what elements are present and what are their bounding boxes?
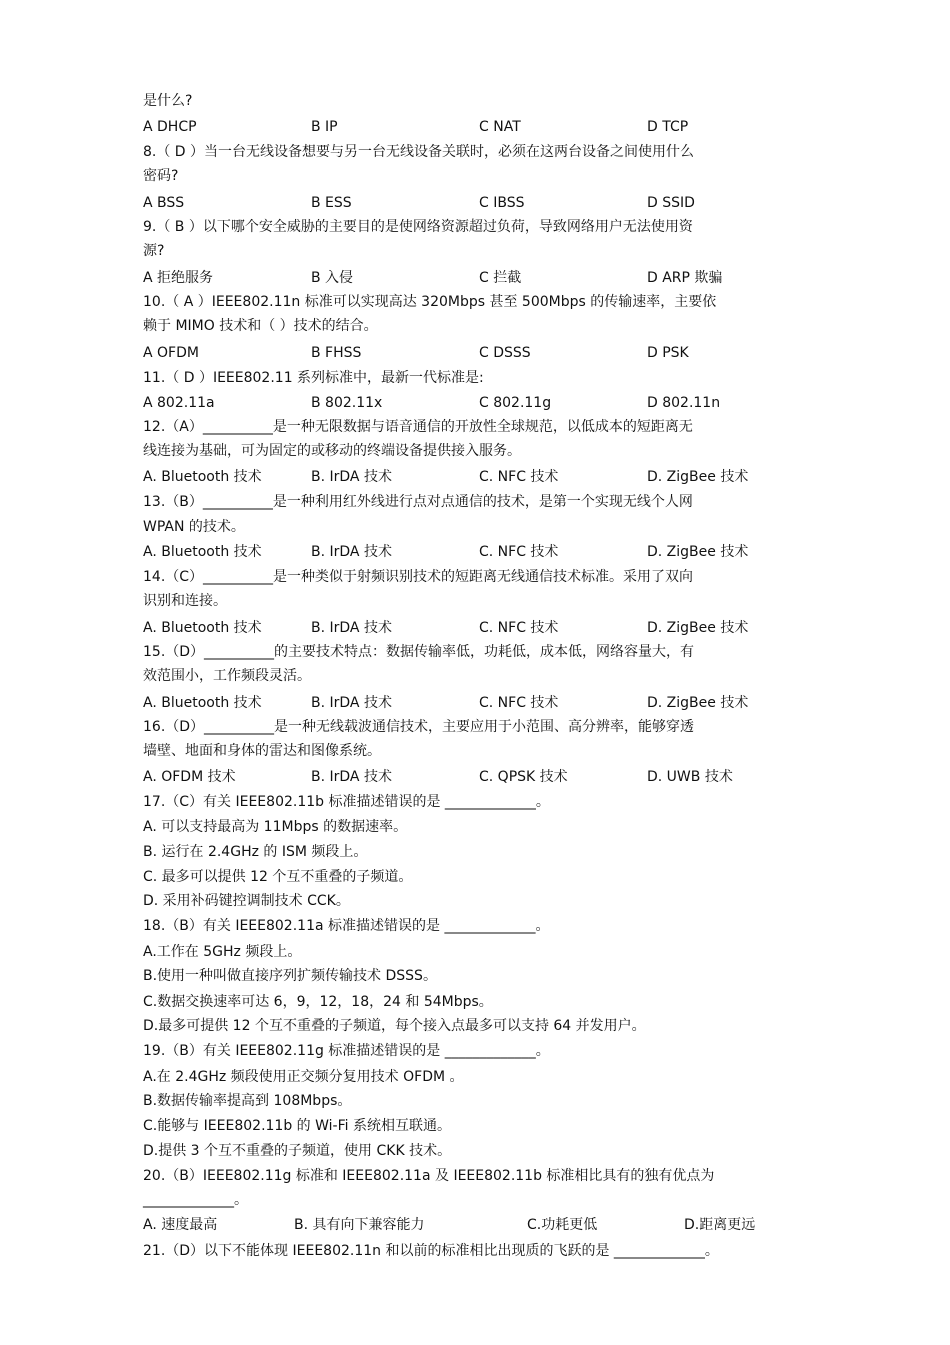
option-a: A BSS (143, 195, 185, 211)
option-b: B. 具有向下兼容能力 (294, 1217, 425, 1233)
option-d: D. ZigBee 技术 (647, 620, 749, 636)
option-a: A 802.11a (143, 395, 215, 411)
option-d: D TCP (647, 119, 689, 135)
question-10-options (143, 344, 783, 362)
question-17-stem: 17.（C）有关 IEEE802.11b 标准描述错误的是 _____________。 (143, 794, 550, 810)
question-15-options (143, 694, 783, 712)
option-d: D. ZigBee 技术 (647, 469, 749, 485)
question-13-stem-cont: WPAN 的技术。 (143, 519, 245, 535)
option-d: D. ZigBee 技术 (647, 695, 749, 711)
question-8-options (143, 194, 783, 212)
question-20-stem: 20.（B）IEEE802.11g 标准和 IEEE802.11a 及 IEEE802.11b 标准相比具有的独有优点为 (143, 1168, 715, 1184)
question-8-stem: 8.（ D ）当一台无线设备想要与另一台无线设备关联时，必须在这两台设备之间使用什么 (143, 144, 695, 160)
option-b: B 802.11x (311, 395, 383, 411)
question-19-option-a: A.在 2.4GHz 频段使用正交频分复用技术 OFDM 。 (143, 1069, 464, 1085)
option-a: A. Bluetooth 技术 (143, 620, 262, 636)
question-18-stem: 18.（B）有关 IEEE802.11a 标准描述错误的是 _____________。 (143, 918, 550, 934)
question-8-stem-cont: 密码? (143, 168, 179, 184)
question-10-stem: 10.（ A ）IEEE802.11n 标准可以实现高达 320Mbps 甚至 500Mbps 的传输速率，主要依 (143, 294, 717, 310)
question-18-option-a: A.工作在 5GHz 频段上。 (143, 944, 302, 960)
option-c: C.功耗更低 (527, 1217, 598, 1233)
question-9-stem-cont: 源? (143, 243, 165, 259)
question-14-stem-cont: 识别和连接。 (143, 593, 227, 609)
question-20-stem-cont: _____________。 (143, 1192, 248, 1208)
option-b: B. IrDA 技术 (311, 544, 392, 560)
question-13-stem: 13.（B）__________是一种利用红外线进行点对点通信的技术，是第一个实现无线个人网 (143, 494, 693, 510)
question-7-stem-end: 是什么? (143, 93, 193, 109)
option-d: D. ZigBee 技术 (647, 544, 749, 560)
option-c: C. NFC 技术 (479, 544, 559, 560)
option-c: C. NFC 技术 (479, 695, 559, 711)
option-b: B. IrDA 技术 (311, 695, 392, 711)
question-12-stem-cont: 线连接为基础，可为固定的或移动的终端设备提供接入服务。 (143, 443, 521, 459)
option-a: A. OFDM 技术 (143, 769, 236, 785)
question-15-stem-cont: 效范围小，工作频段灵活。 (143, 668, 311, 684)
option-b: B FHSS (311, 345, 362, 361)
question-18-option-d: D.最多可提供 12 个互不重叠的子频道，每个接入点最多可以支持 64 并发用户。 (143, 1018, 646, 1034)
option-d: D PSK (647, 345, 689, 361)
option-c: C. NFC 技术 (479, 469, 559, 485)
option-b: B 入侵 (311, 270, 354, 286)
question-19-option-d: D.提供 3 个互不重叠的子频道，使用 CKK 技术。 (143, 1143, 452, 1159)
question-17-option-b: B. 运行在 2.4GHz 的 ISM 频段上。 (143, 844, 368, 860)
question-19-option-b: B.数据传输率提高到 108Mbps。 (143, 1093, 352, 1109)
question-11-options (143, 394, 783, 412)
option-a: A. 速度最高 (143, 1217, 218, 1233)
question-18-option-c: C.数据交换速率可达 6，9，12，18，24 和 54Mbps。 (143, 994, 493, 1010)
option-d: D ARP 欺骗 (647, 270, 723, 286)
question-11-stem: 11.（ D ）IEEE802.11 系列标准中，最新一代标准是: (143, 370, 484, 386)
option-a: A. Bluetooth 技术 (143, 695, 262, 711)
question-14-stem: 14.（C）__________是一种类似于射频识别技术的短距离无线通信技术标准。采用了双向 (143, 569, 694, 585)
option-c: C 拦截 (479, 270, 522, 286)
option-a: A. Bluetooth 技术 (143, 544, 262, 560)
option-a: A OFDM (143, 345, 199, 361)
question-16-stem-cont: 墙壁、地面和身体的雷达和图像系统。 (143, 743, 381, 759)
option-c: C 802.11g (479, 395, 552, 411)
option-a: A 拒绝服务 (143, 270, 214, 286)
question-15-stem: 15.（D）__________的主要技术特点：数据传输率低，功耗低，成本低，网络容量大，有 (143, 644, 695, 660)
question-7-options (143, 118, 783, 136)
question-12-stem: 12.（A）__________是一种无限数据与语音通信的开放性全球规范，以低成本的短距离无 (143, 419, 693, 435)
option-b: B. IrDA 技术 (311, 620, 392, 636)
question-10-stem-cont: 赖于 MIMO 技术和（ ）技术的结合。 (143, 318, 378, 334)
question-17-option-d: D. 采用补码键控调制技术 CCK。 (143, 893, 350, 909)
option-b: B. IrDA 技术 (311, 469, 392, 485)
question-21-stem: 21.（D）以下不能体现 IEEE802.11n 和以前的标准相比出现质的飞跃的是 _____________。 (143, 1243, 719, 1259)
question-14-options (143, 619, 783, 637)
option-d: D.距离更远 (684, 1217, 756, 1233)
question-9-stem: 9.（ B ）以下哪个安全威胁的主要目的是使网络资源超过负荷，导致网络用户无法使用资 (143, 219, 693, 235)
option-b: B IP (311, 119, 338, 135)
option-d: D SSID (647, 195, 695, 211)
question-17-option-a: A. 可以支持最高为 11Mbps 的数据速率。 (143, 819, 408, 835)
option-c: C NAT (479, 119, 521, 135)
question-19-stem: 19.（B）有关 IEEE802.11g 标准描述错误的是 _____________。 (143, 1043, 550, 1059)
question-19-option-c: C.能够与 IEEE802.11b 的 Wi-Fi 系统相互联通。 (143, 1118, 451, 1134)
option-d: D 802.11n (647, 395, 721, 411)
question-16-stem: 16.（D）__________是一种无线载波通信技术，主要应用于小范围、高分辨率，能够穿透 (143, 719, 695, 735)
question-20-options (143, 1216, 783, 1234)
option-d: D. UWB 技术 (647, 769, 733, 785)
option-c: C IBSS (479, 195, 525, 211)
option-c: C DSSS (479, 345, 531, 361)
option-a: A. Bluetooth 技术 (143, 469, 262, 485)
question-9-options (143, 269, 783, 287)
question-16-options (143, 768, 783, 786)
option-c: C. NFC 技术 (479, 620, 559, 636)
question-13-options (143, 543, 783, 561)
option-b: B ESS (311, 195, 352, 211)
question-17-option-c: C. 最多可以提供 12 个互不重叠的子频道。 (143, 869, 413, 885)
option-a: A DHCP (143, 119, 197, 135)
option-c: C. QPSK 技术 (479, 769, 568, 785)
question-12-options (143, 468, 783, 486)
option-b: B. IrDA 技术 (311, 769, 392, 785)
question-18-option-b: B.使用一种叫做直接序列扩频传输技术 DSSS。 (143, 968, 437, 984)
